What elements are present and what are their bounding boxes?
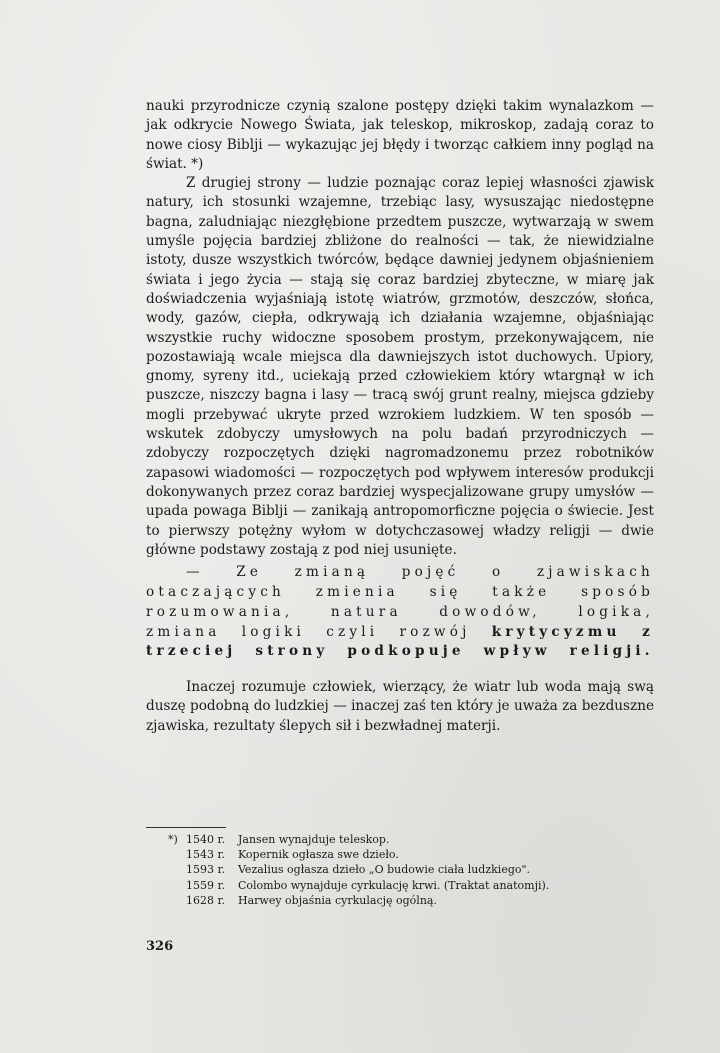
footnote-divider (146, 827, 226, 828)
footnote-year: 1593 r. (186, 863, 226, 877)
footnote-row (168, 862, 549, 877)
paragraph-3-emphasis: krytycyzmu z trzeciej strony podkopuje wpływ religji. (146, 623, 654, 660)
footnote-year: 1628 r. (186, 893, 226, 907)
footnote-text: Colombo wynajduje cyrkulację krwi. (Traktat anatomji). (238, 878, 550, 892)
footnote-year: 1559 r. (186, 878, 226, 892)
footnote-row (168, 893, 549, 908)
page-number: 326 (146, 939, 174, 954)
footnote-text: Vezalius ogłasza dzieło „O budowie ciała ludzkiego". (238, 863, 531, 877)
footnote-row (168, 832, 549, 847)
paragraph-1: nauki przyrodnicze czynią szalone postępy dzięki takim wynalazkom — jak odkrycie Nowego Świata, jak teleskop, mikroskop, zadają coraz to nowe ciosy Biblji — wykazując jej błędy i tworząc całkiem inny pogląd na świat. *) (146, 98, 654, 172)
paragraph-2: Z drugiej strony — ludzie poznając coraz lepiej własności zjawisk natury, ich stosunki wzajemne, trzebiąc lasy, wysuszając niedostępne bagna, zaludniając niezgłębione przedtem puszcze, wytwarzają w swem umyśle pojęcia bardziej zbliżone do realności — tak, że niewidzialne istoty, dusze wszystkich twórców, będące dawniej jedynem objaśnieniem świata i jego życia — stają się coraz bardziej zbyteczne, w miarę jak doświadczenia wyjaśniają istotę wiatrów, grzmotów, deszczów, słońca, wody, gazów, ciepła, odkrywają ich działania wzajemne, objaśniając wszystkie ruchy widoczne sposobem prostym, przekonywającem, nie pozostawiają wcale miejsca dla dawniejszych istot duchowych. Upiory, gnomy, syreny itd., uciekają przed człowiekiem który wtargnął w ich puszcze, niszczy bagna i lasy — tracą swój grunt realny, miejsca gdzieby mogli przebywać ukryte przed wzrokiem ludzkiem. W ten sposób — wskutek zdobyczy umysłowych na polu badań przyrodniczych — zdobyczy rozpoczętych dzięki nagromadzonemu przez robotników zapasowi wiadomości — rozpoczętych pod wpływem interesów produkcji dokonywanych przez coraz bardziej wyspecjalizowane grupy umysłów — upada powaga Biblji — zanikają antropomorficzne pojęcia o świecie. Jest to pierwszy potężny wyłom w dotychczasowej władzy religji — dwie główne podstawy zostają z pod niej usunięte. (146, 175, 654, 558)
footnote-text: Harwey objaśnia cyrkulację ogólną. (238, 893, 437, 907)
paragraph-3-lead: — Ze zmianą pojęć o zjawiskach otaczających zmienia się także sposób rozumowania, natura dowodów, logika, zmiana logiki czyli rozwój (146, 564, 654, 640)
paragraph-4: Inaczej rozumuje człowiek, wierzący, że wiatr lub woda mają swą duszę podobną do ludzkiej — inaczej zaś ten który je uważa za bezduszne zjawiska, rezultaty ślepych sił i bezwładnej materji. (146, 679, 654, 734)
footnote-row (168, 847, 549, 862)
body-text (146, 97, 654, 736)
footnote-text: Kopernik ogłasza swe dzieło. (238, 848, 399, 862)
footnote-row (168, 878, 549, 893)
footnotes (168, 832, 549, 908)
paragraph-3-spaced (146, 563, 654, 662)
footnote-mark: *) (168, 833, 178, 846)
footnote-year: 1540 r. (186, 833, 226, 846)
footnote-year: 1543 r. (186, 848, 226, 862)
footnote-text: Jansen wynajduje teleskop. (238, 833, 390, 846)
